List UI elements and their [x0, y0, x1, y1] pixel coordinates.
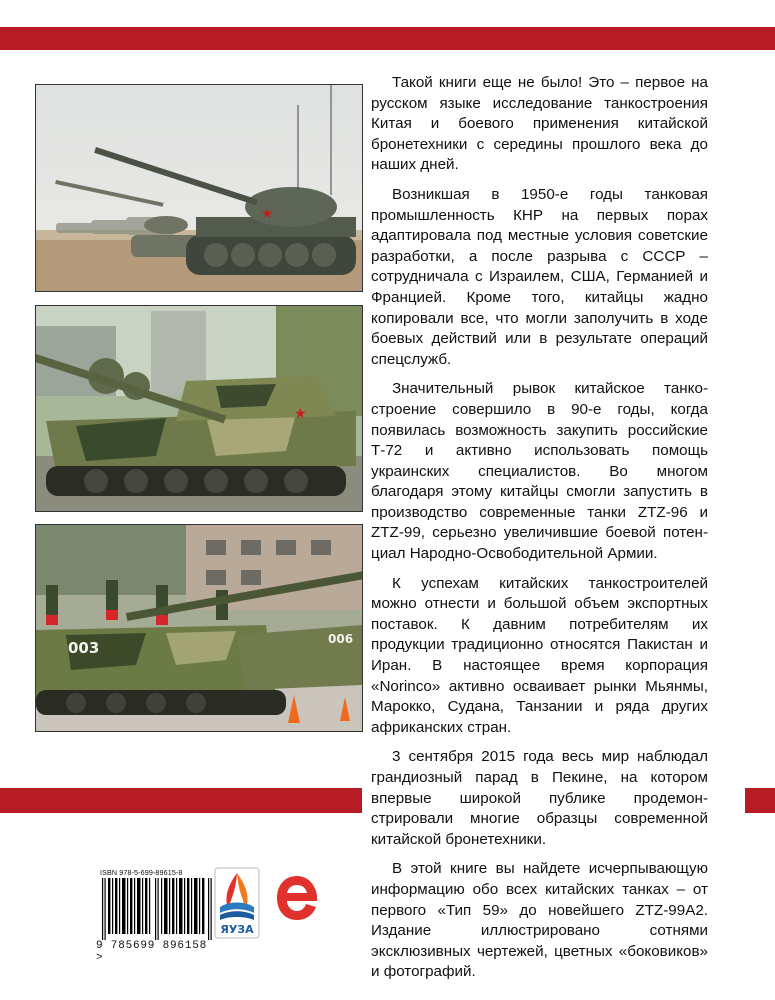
isbn-label: ISBN 978-5-699-89615-8	[100, 868, 183, 877]
paragraph-90s: Значительный рывок китайское танкостроение совершило в 90-е годы, когда появилась возможность закупить российские Т-72 и активно использовать помощь украинских специалистов. Во многом благодаря этому китайцы смогли запустить в производство современные танки ZTZ-96 и ZTZ-99, серьезно увеличившие боевой потенциал Народно-Освободительной Армии.	[371, 380, 708, 563]
barcode-digits: 9 785699 896158 >	[96, 940, 208, 964]
photo-type59-tanks-column	[35, 84, 363, 292]
paragraph-summary: В этой книге вы найдете исчерпывающую информацию обо всех китайских танках – от первого «Тип 59» до новейшего ZTZ-99A2. Издание иллюстрировано сотнями эксклюзивных чертежей, цветных «боковиков» и фотографий.	[371, 860, 708, 981]
photo-tank-parade	[35, 524, 363, 732]
photo-camouflage-tank-exhibition	[35, 305, 363, 512]
svg-text:006: 006	[328, 632, 354, 646]
paragraph-exports: К успехам китайских танкостроителей можно отнести и большой объем экспортных поставок. К давним потребителям их продукции традиционно относятся Пакистан и Иран. В настоящее время корпорация «Norinco» активно осваивает рынки Мьянмы, Марокко, Судана, Танзании и ряда других африканских стран.	[371, 574, 708, 736]
paragraph-intro: Такой книги еще не было! Это – первое на русском языке исследование танкостроения Китая и боевого применения китайской бронетехники с середины прошлого века до наших дней.	[371, 74, 708, 174]
paragraph-origins: Возникшая в 1950-е годы танковая промышленность КНР на первых порах адаптировала под местные условия советские разработки, а после разрыва с СССР – сотрудничала с Израилем, США, Германией и Францией. Кроме того, китайцы жадно копировали все, что могли заполучить в ходе боевых действий или в результате операций спецслужб.	[371, 185, 708, 368]
svg-text:003: 003	[68, 639, 100, 657]
svg-text:ЯУЗА: ЯУЗА	[220, 923, 254, 936]
middle-red-band-right	[745, 788, 775, 813]
paragraph-parade: 3 сентября 2015 года весь мир наблюдал грандиозный парад в Пекине, на котором впервые широкой публике продемонстрировали многие образцы современной китайской бронетехники.	[371, 748, 708, 848]
svg-text:★: ★	[261, 206, 274, 222]
back-cover-text	[371, 73, 708, 992]
svg-text:★: ★	[294, 406, 307, 422]
middle-red-band-left	[0, 788, 362, 813]
yuza-publisher-logo	[214, 867, 260, 939]
top-red-band	[0, 27, 775, 50]
eksmo-publisher-logo	[273, 873, 321, 923]
barcode	[100, 878, 216, 940]
